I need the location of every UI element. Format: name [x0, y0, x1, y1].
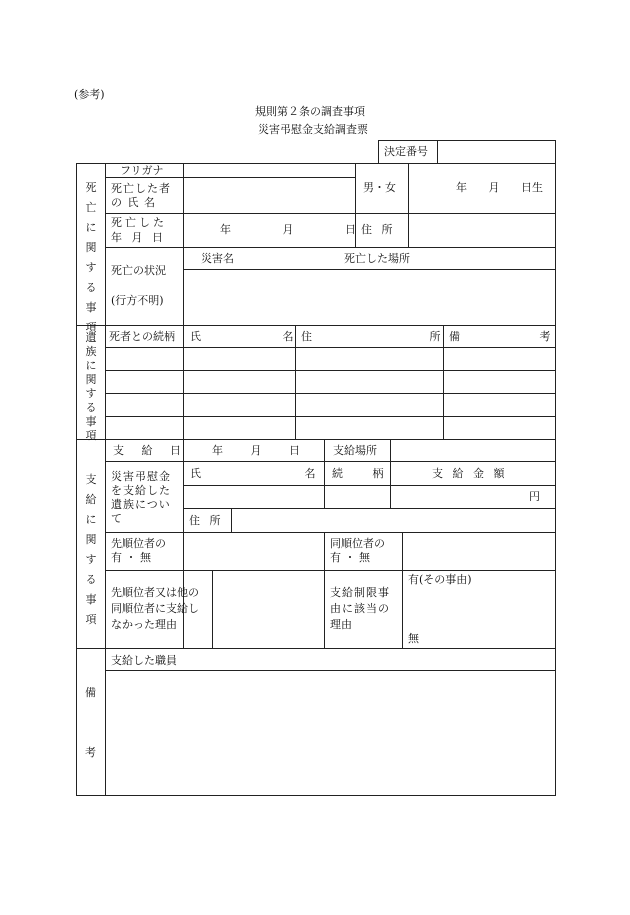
missing-label: (行方不明) [111, 294, 164, 307]
restriction-yes-option: 有(その事由) [408, 573, 472, 586]
grid-line [105, 416, 556, 417]
grid-line [183, 325, 184, 439]
bereaved-label: 災害弔慰金 [111, 470, 171, 483]
death-situation-label: 死亡の状況 [111, 264, 166, 277]
same-rank-label: 同順位者の [330, 537, 385, 550]
grid-line [105, 393, 556, 394]
restriction-label: 支給制限事 [330, 586, 390, 599]
grid-line [105, 461, 556, 462]
grid-line [105, 213, 556, 214]
grid-line [105, 347, 556, 348]
divider [437, 140, 438, 164]
grid-line [183, 269, 556, 270]
grid-line [390, 439, 391, 461]
bereaved-label-3: 遺族につい [111, 498, 171, 511]
form-title: 災害弔慰金支給調査票 [258, 123, 368, 136]
death-section-label: 死亡に関する事項 [85, 181, 97, 334]
form-title-rule: 規則第２条の調査事項 [255, 105, 365, 118]
grid-line [183, 508, 556, 509]
grid-line [183, 439, 184, 648]
grid-line [295, 325, 296, 439]
sex-field: 男・女 [363, 181, 396, 194]
payee-relation-header: 続 柄 [332, 467, 384, 480]
grid-line [408, 213, 409, 247]
prior-rank-label: 先順位者の [111, 537, 166, 550]
death-date-label: 死亡した [111, 216, 167, 229]
grid-line [183, 485, 556, 486]
family-name-header: 氏 名 [190, 330, 294, 343]
payment-place-label: 支給場所 [333, 444, 377, 457]
death-date-label-2: 年 月 日 [111, 231, 163, 244]
grid-line [105, 177, 355, 178]
birth-date-field: 年 月 日生 [456, 181, 543, 194]
staff-label: 支給した職員 [111, 654, 177, 667]
no-payment-reason-label-3: なかった理由 [111, 618, 177, 631]
grid-line [231, 508, 232, 532]
grid-line [324, 439, 325, 461]
decision-number-label: 決定番号 [384, 145, 428, 158]
yen-unit: 円 [529, 490, 540, 503]
payment-date-value: 年 月 日 [212, 444, 300, 457]
family-notes-header: 備 考 [449, 330, 551, 343]
no-payment-reason-label-2: 同順位者に支給し [111, 602, 199, 615]
grid-line [183, 163, 184, 325]
death-address-label: 住 所 [361, 223, 393, 236]
payee-address-label: 住 所 [189, 514, 221, 527]
grid-line [105, 370, 556, 371]
payee-name-header: 氏 名 [190, 467, 316, 480]
section-divider [76, 439, 556, 440]
label-column-line [105, 163, 106, 796]
grid-line [105, 247, 556, 248]
grid-line [355, 163, 356, 213]
payment-amount-header: 支 給 金 額 [432, 467, 505, 480]
remarks-label-2: 考 [85, 746, 96, 759]
furigana-label: フリガナ [120, 164, 164, 177]
family-section-label: 遺族に関する事項 [85, 331, 97, 442]
disaster-name-label: 災害名 [201, 252, 234, 265]
grid-line [402, 532, 403, 648]
restriction-label-3: 理由 [330, 618, 352, 631]
section-divider [76, 648, 556, 649]
reference-note: (参考) [74, 88, 105, 101]
grid-line [408, 163, 409, 213]
no-payment-reason-label: 先順位者又は他の [111, 586, 199, 599]
deceased-name-label-2: の 氏 名 [111, 196, 156, 209]
death-place-label: 死亡した場所 [344, 252, 410, 265]
family-address-header: 住 所 [301, 330, 441, 343]
grid-line [324, 532, 325, 648]
section-divider [76, 325, 556, 326]
remarks-label-1: 備 [85, 686, 96, 699]
grid-line [105, 532, 556, 533]
payment-date-label: 支 給 日 [113, 444, 183, 457]
grid-line [443, 325, 444, 439]
same-rank-option: 有 ・ 無 [330, 551, 370, 564]
restriction-label-2: 由に該当の [330, 602, 390, 615]
payment-section-label: 支給に関する事項 [85, 473, 97, 626]
grid-line [105, 570, 556, 571]
restriction-no-option: 無 [408, 632, 419, 645]
grid-line [212, 570, 213, 648]
relation-header: 死者との続柄 [109, 330, 175, 343]
prior-rank-option: 有 ・ 無 [111, 551, 151, 564]
bereaved-label-2: を支給した [111, 484, 171, 497]
bereaved-label-4: て [111, 512, 122, 525]
death-date-value: 年 月 日 [220, 223, 356, 236]
grid-line [105, 670, 556, 671]
deceased-name-label: 死亡した者 [111, 182, 171, 195]
